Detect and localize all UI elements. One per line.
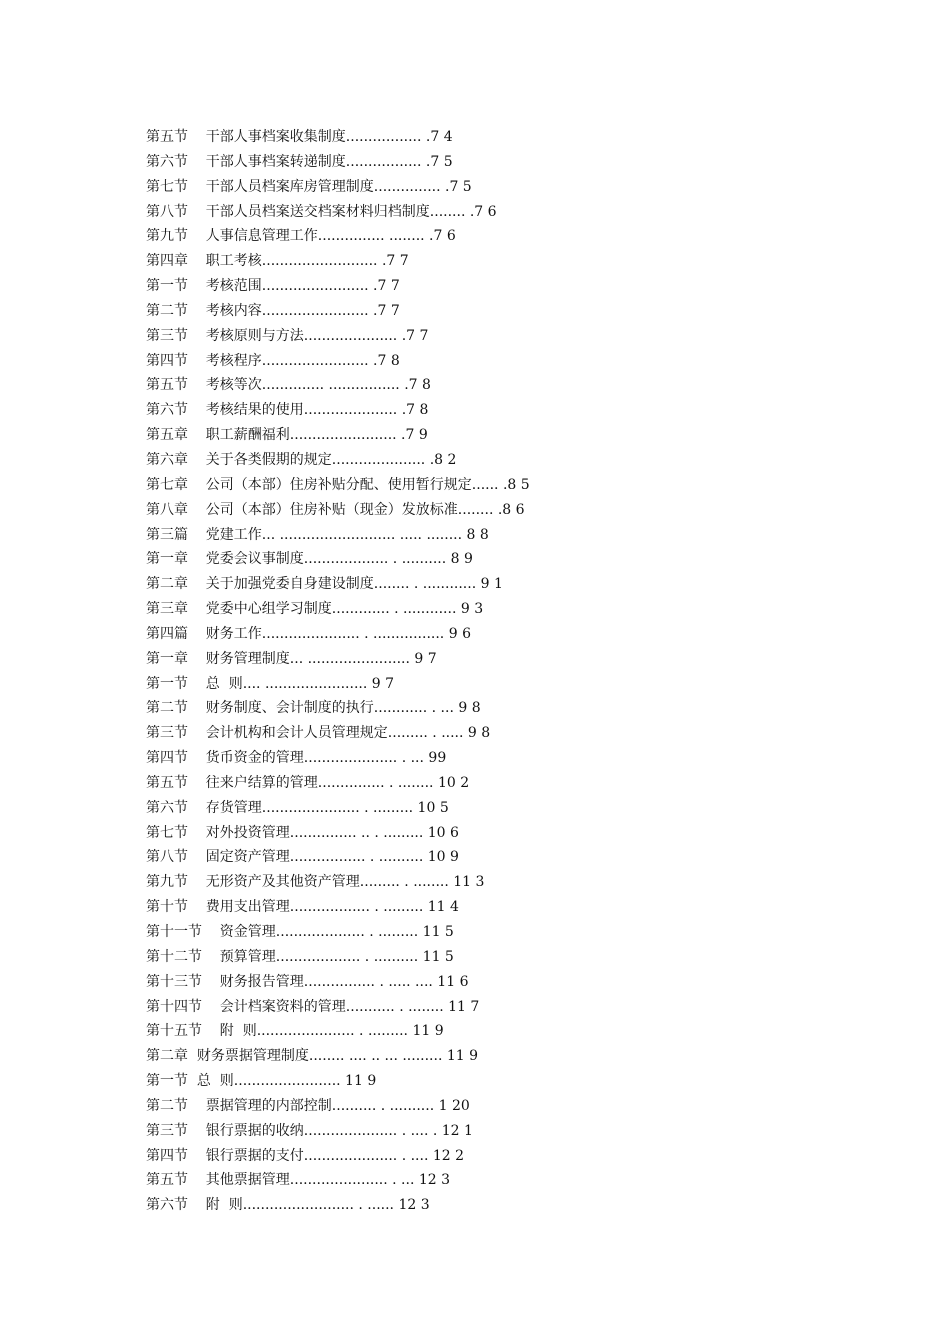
toc-entry: 第二章 财务票据管理制度........ .... .. ... ......... 11 9 — [146, 1048, 479, 1065]
toc-entry: 第二节 票据管理的内部控制.......... . .......... 1 20 — [146, 1097, 470, 1114]
toc-entry: 第六节 存货管理...................... . ......... 10 5 — [146, 799, 449, 816]
toc-entry: 第六节 考核结果的使用..................... .7 8 — [146, 402, 429, 419]
toc-entry: 第十三节 财务报告管理................ . ..... .... 11 6 — [146, 973, 469, 990]
toc-entry: 第一节 考核范围........................ .7 7 — [146, 278, 400, 295]
toc-entry: 第五节 其他票据管理...................... . ... 12 3 — [146, 1172, 451, 1189]
toc-entry: 第七章 公司（本部）住房补贴分配、使用暂行规定...... .8 5 — [146, 476, 530, 493]
toc-entry: 第八节 干部人员档案送交档案材料归档制度........ .7 6 — [146, 203, 497, 220]
toc-entry: 第十二节 预算管理................... . .......... 11 5 — [146, 948, 454, 965]
toc-entry: 第七节 对外投资管理............... .. . ......... 10 6 — [146, 824, 459, 841]
toc-entry: 第一节 总 则.... ....................... 9 7 — [146, 675, 395, 692]
toc-entry: 第十四节 会计档案资料的管理........... . ........ 11 7 — [146, 998, 480, 1015]
toc-entry: 第二章 关于加强党委自身建设制度........ . ............ 9 1 — [146, 576, 503, 593]
toc-entry: 第七节 干部人员档案库房管理制度............... .7 5 — [146, 178, 472, 195]
toc-entry: 第一章 财务管理制度... ....................... 9 7 — [146, 650, 437, 667]
toc-entry: 第四章 职工考核.......................... .7 7 — [146, 253, 409, 270]
toc-entry: 第三节 会计机构和会计人员管理规定......... . ..... 9 8 — [146, 725, 491, 742]
toc-entry: 第二节 考核内容........................ .7 7 — [146, 302, 400, 319]
toc-entry: 第三节 考核原则与方法..................... .7 7 — [146, 327, 429, 344]
toc-entry: 第五节 考核等次.............. ................ .7 8 — [146, 377, 431, 394]
toc-entry: 第十一节 资金管理.................... . ......... 11 5 — [146, 924, 454, 940]
toc-entry: 第一章 党委会议事制度................... . .......... 8 9 — [146, 551, 473, 568]
toc-entry: 第八章 公司（本部）住房补贴（现金）发放标准........ .8 6 — [146, 501, 525, 518]
toc-entry: 第三篇 党建工作... .......................... ..... ........ 8 8 — [146, 526, 489, 543]
toc-entry: 第四节 银行票据的支付..................... . .... 12 2 — [146, 1147, 465, 1164]
toc-entry: 第六节 干部人事档案转递制度................. .7 5 — [146, 153, 453, 170]
toc-entry: 第五节 干部人事档案收集制度................. .7 4 — [146, 129, 453, 145]
toc-entry: 第六节 附 则......................... . ...... 12 3 — [146, 1197, 430, 1214]
toc-entry: 第十五节 附 则...................... . ......... 11 9 — [146, 1023, 444, 1040]
toc-entry: 第四篇 财务工作...................... . ................ 9 6 — [146, 625, 471, 642]
toc-entry: 第六章 关于各类假期的规定..................... .8 2 — [146, 451, 457, 468]
toc-entry: 第二节 财务制度、会计制度的执行............ . ... 9 8 — [146, 700, 481, 717]
table-of-contents — [146, 125, 530, 1218]
toc-entry: 第一节 总 则........................ 11 9 — [146, 1073, 377, 1090]
toc-entry: 第四节 考核程序........................ .7 8 — [146, 352, 400, 369]
toc-entry: 第十节 费用支出管理.................. . ......... 11 4 — [146, 899, 459, 916]
toc-entry: 第九节 人事信息管理工作............... ........ .7 6 — [146, 228, 456, 245]
toc-entry: 第九节 无形资产及其他资产管理......... . ........ 11 3 — [146, 874, 485, 891]
toc-entry: 第四节 货币资金的管理..................... . ... 99 — [146, 750, 447, 767]
toc-entry: 第三节 银行票据的收纳..................... . .... . 12 1 — [146, 1122, 473, 1139]
toc-entry: 第八节 固定资产管理................. . .......... 10 9 — [146, 849, 459, 866]
toc-entry: 第五章 职工薪酬福利........................ .7 9 — [146, 427, 428, 444]
toc-entry: 第三章 党委中心组学习制度............. . ............ 9 3 — [146, 601, 484, 618]
toc-entry: 第五节 往来户结算的管理............... . ........ 10 2 — [146, 774, 470, 791]
